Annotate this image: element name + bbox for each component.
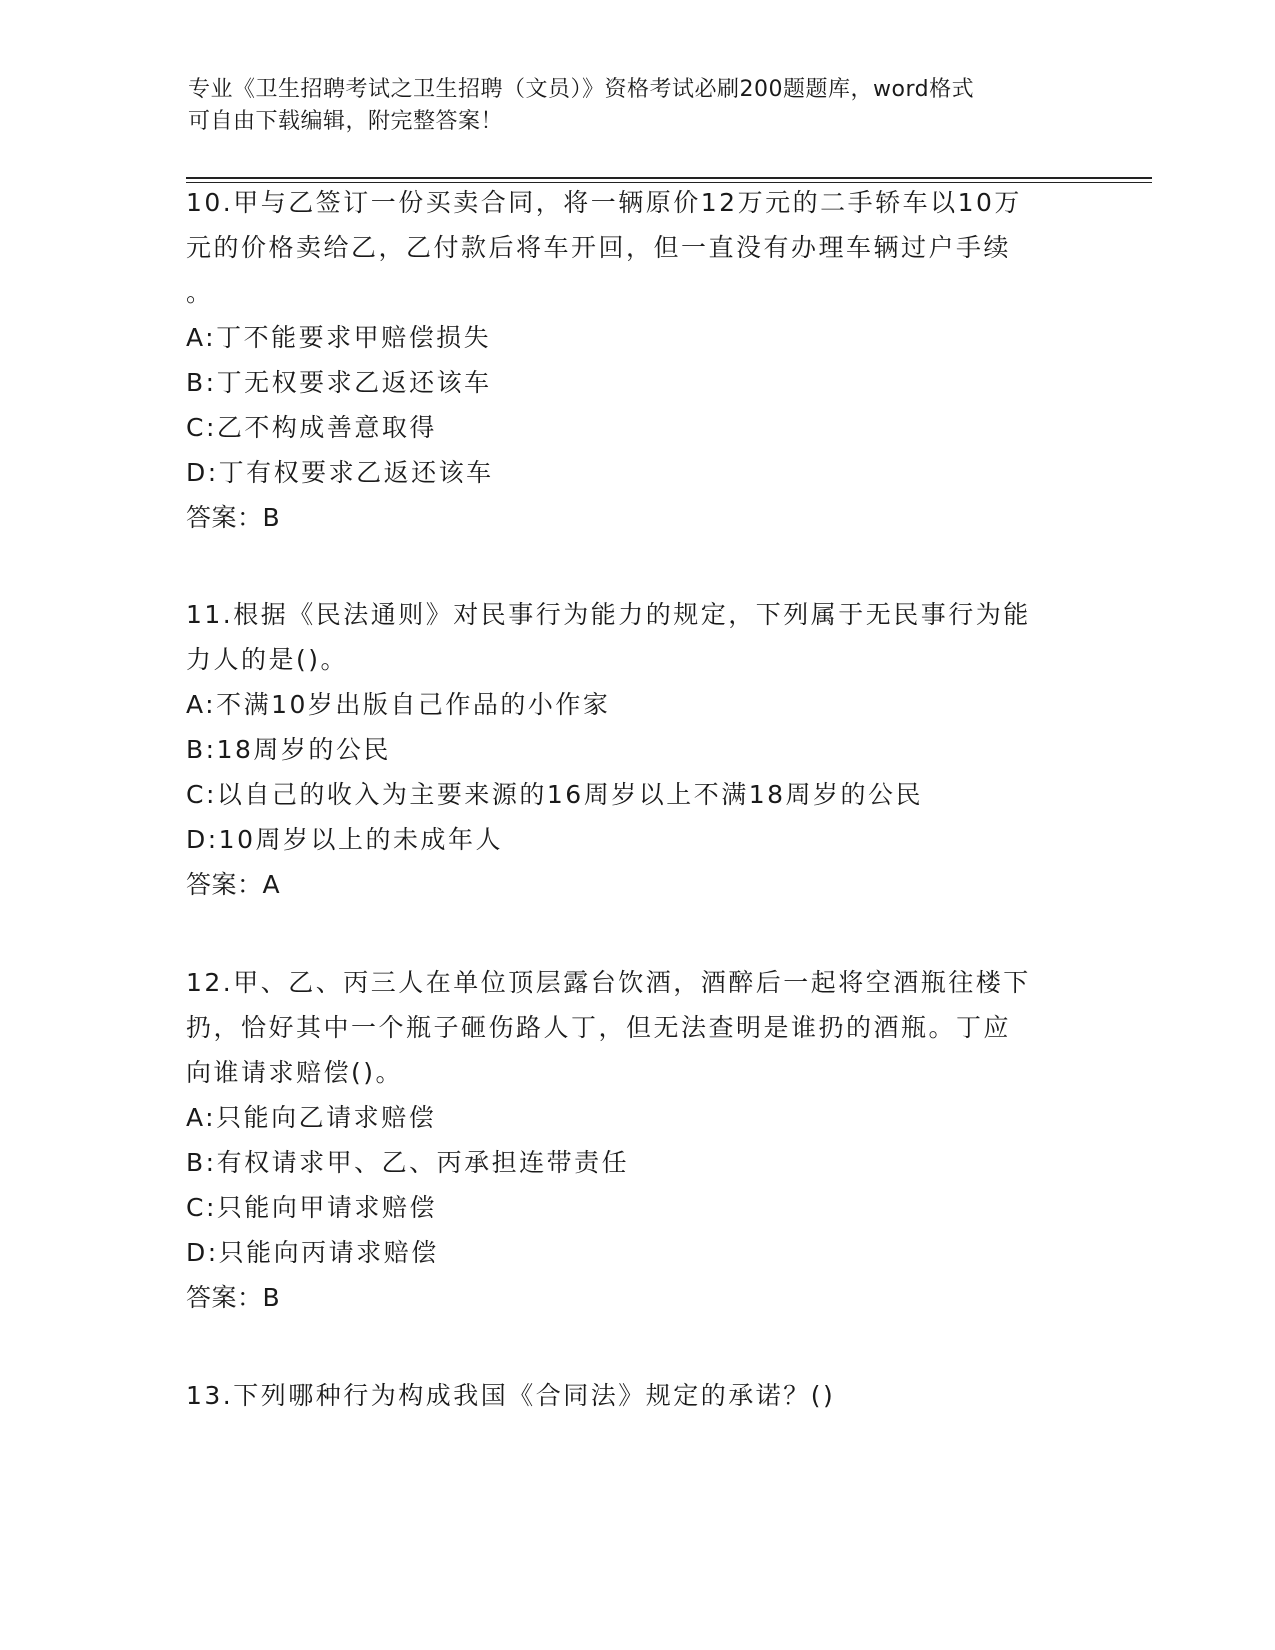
option-b: B:丁无权要求乙返还该车: [186, 368, 492, 397]
question-11: [186, 592, 1086, 907]
document-header: [188, 74, 1068, 138]
question-10: [186, 180, 1086, 540]
question-stem-line: 11.根据《民法通则》对民事行为能力的规定，下列属于无民事行为能: [186, 600, 1031, 629]
option-c: C:乙不构成善意取得: [186, 413, 437, 442]
question-13: [186, 1373, 1086, 1418]
option-b: B:有权请求甲、乙、丙承担连带责任: [186, 1148, 630, 1177]
header-title-line-2: 可自由下载编辑，附完整答案！: [188, 109, 504, 134]
question-stem-line: 元的价格卖给乙，乙付款后将车开回，但一直没有办理车辆过户手续: [186, 233, 1012, 262]
option-b: B:18周岁的公民: [186, 735, 391, 764]
question-stem-line: 。: [186, 278, 214, 307]
question-stem-line: 力人的是()。: [186, 645, 349, 674]
answer-line: 答案：B: [186, 1283, 281, 1312]
question-stem-line: 扔，恰好其中一个瓶子砸伤路人丁，但无法查明是谁扔的酒瓶。丁应: [186, 1013, 1012, 1042]
header-title-line-1: 专业《卫生招聘考试之卫生招聘（文员）》资格考试必刷200题题库，word格式: [188, 77, 975, 102]
question-stem-line: 12.甲、乙、丙三人在单位顶层露台饮酒，酒醉后一起将空酒瓶往楼下: [186, 968, 1031, 997]
header-divider-thick: [186, 177, 1152, 179]
option-a: A:只能向乙请求赔偿: [186, 1103, 437, 1132]
question-12: [186, 960, 1086, 1320]
option-d: D:只能向丙请求赔偿: [186, 1238, 439, 1267]
question-stem-line: 向谁请求赔偿()。: [186, 1058, 404, 1087]
option-c: C:以自己的收入为主要来源的16周岁以上不满18周岁的公民: [186, 780, 924, 809]
option-d: D:丁有权要求乙返还该车: [186, 458, 494, 487]
answer-line: 答案：A: [186, 870, 281, 899]
question-stem-line: 10.甲与乙签订一份买卖合同，将一辆原价12万元的二手轿车以10万: [186, 188, 1022, 217]
option-a: A:不满10岁出版自己作品的小作家: [186, 690, 611, 719]
option-c: C:只能向甲请求赔偿: [186, 1193, 437, 1222]
question-stem-line: 13.下列哪种行为构成我国《合同法》规定的承诺？(): [186, 1381, 836, 1410]
option-a: A:丁不能要求甲赔偿损失: [186, 323, 492, 352]
answer-line: 答案：B: [186, 503, 281, 532]
option-d: D:10周岁以上的未成年人: [186, 825, 503, 854]
